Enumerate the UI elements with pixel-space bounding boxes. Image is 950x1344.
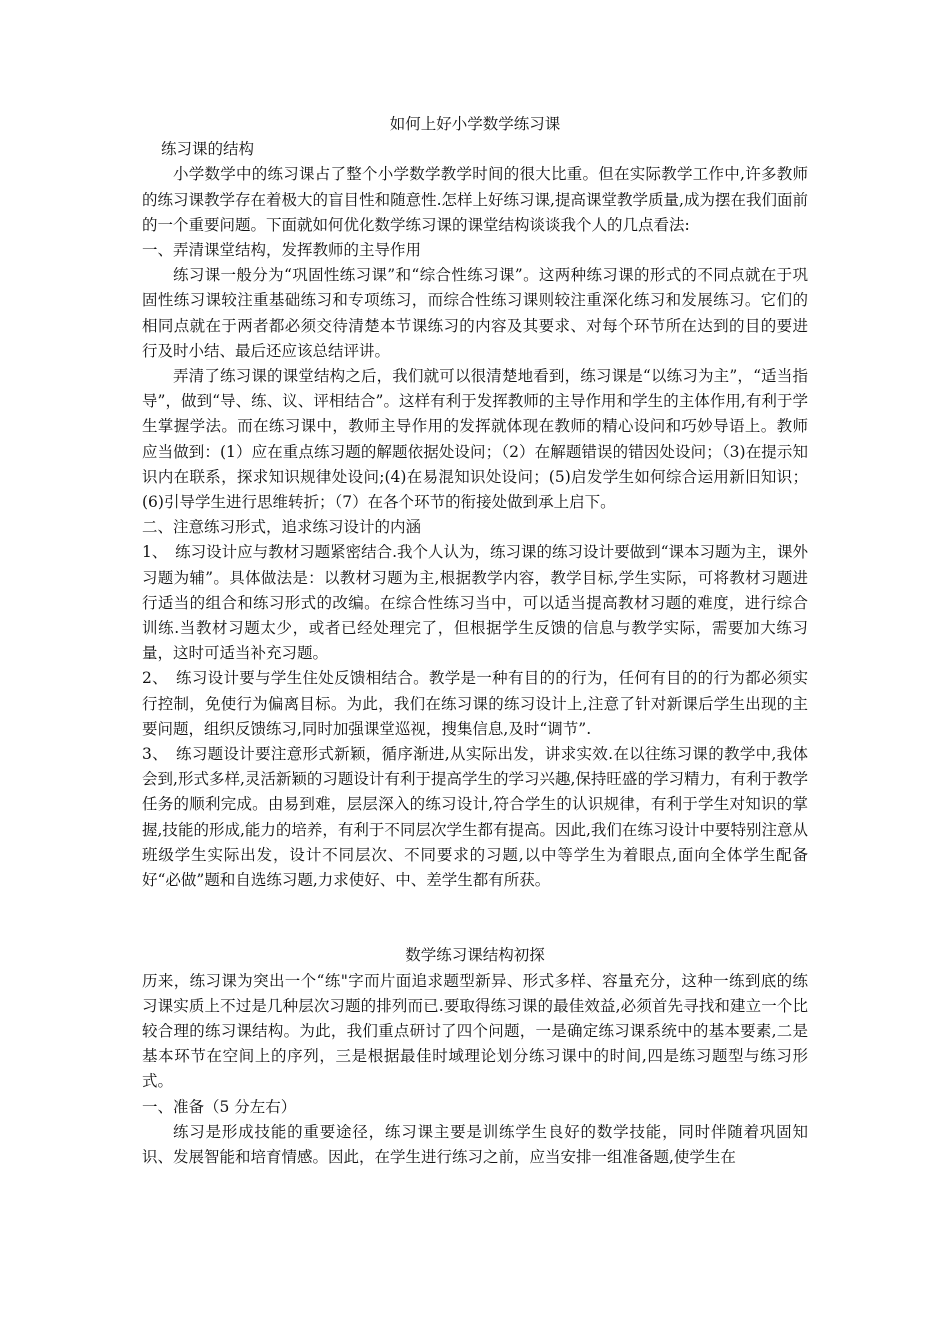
article-title: 数学练习课结构初探	[405, 946, 545, 965]
body-paragraph: 练习是形成技能的重要途径，练习课主要是训练学生良好的数学技能，同时伴随着巩固知识、发展智能和培育情感。因此，在学生进行练习之前，应当安排一组准备题,使学生在	[142, 1122, 808, 1166]
article-title: 如何上好小学数学练习课	[389, 115, 561, 133]
numbered-item: 1、 练习设计应与教材习题紧密结合.我个人认为，练习课的练习设计要做到“课本习题为主，课外习题为辅”。具体做法是：以教材习题为主,根据教学内容，教学目标,学生实际，可将教材习题进行适当的组合和练习形式的改编。在综合性练习当中，可以适当提高教材习题的难度，进行综合训练.当教材习题太少，或者已经处理完了，但根据学生反馈的信息与教学实际，需要加大练习量，这时可适当补充习题。	[142, 543, 808, 663]
numbered-item: 2、 练习设计要与学生住处反馈相结合。教学是一种有目的的行为，任何有目的的行为都必须实行控制，免使行为偏离目标。为此，我们在练习课的练习设计上,注意了针对新课后学生出现的主要问题，组织反馈练习,同时加强课堂巡视，搜集信息,及时“调节”.	[142, 669, 808, 738]
body-paragraph: 练习课一般分为“巩固性练习课”和“综合性练习课”。这两种练习课的形式的不同点就在于巩固性练习课较注重基础练习和专项练习，而综合性练习课则较注重深化练习和发展练习。它们的相同点就在于两者都必须交待清楚本节课练习的内容及其要求、对每个环节所在达到的目的要进行及时小结、最后还应该总结评讲。	[142, 266, 808, 360]
section-heading: 一、准备（5 分左右）	[142, 1097, 297, 1116]
article-subtitle: 练习课的结构	[161, 140, 255, 159]
numbered-item: 3、 练习题设计要注意形式新颖，循序渐进,从实际出发，讲求实效.在以往练习课的教学中,我体会到,形式多样,灵活新颖的习题设计有利于提高学生的学习兴趣,保持旺盛的学习精力，有利于教学任务的顺利完成。由易到难，层层深入的练习设计,符合学生的认识规律，有利于学生对知识的掌握,技能的形成,能力的培养，有利于不同层次学生都有提高。因此,我们在练习设计中要特别注意从班级学生实际出发，设计不同层次、不同要求的习题,以中等学生为着眼点,面向全体学生配备好“必做”题和自选练习题,力求使好、中、差学生都有所获。	[142, 745, 808, 890]
body-paragraph: 弄清了练习课的课堂结构之后，我们就可以很清楚地看到，练习课是“以练习为主”，“适当指导”，做到“导、练、议、评相结合”。这样有利于发挥教师的主导作用和学生的主体作用,有利于学生掌握学法。而在练习课中，教师主导作用的发挥就体现在教师的精心设问和巧妙导语上。教师应当做到：(1）应在重点练习题的解题依据处设问；（2）在解题错误的错因处设问；（3)在提示知识内在联系，探求知识规律处设问;(4)在易混知识处设问；(5)启发学生如何综合运用新旧知识；(6)引导学生进行思维转折；（7）在各个环节的衔接处做到承上启下。	[142, 367, 808, 512]
document-body	[142, 112, 808, 1170]
section-heading: 一、弄清课堂结构，发挥教师的主导作用	[142, 241, 422, 260]
section-spacer	[142, 893, 808, 943]
intro-paragraph: 历来，练习课为突出一个“练"字而片面追求题型新异、形式多样、容量充分，这种一练到底的练习课实质上不过是几种层次习题的排列而已.要取得练习课的最佳效益,必须首先寻找和建立一个比较合理的练习课结构。为此，我们重点研讨了四个问题，一是确定练习课系统中的基本要素,二是基本环节在空间上的序列，三是根据最佳时域理论划分练习课中的时间,四是练习题型与练习形式。	[142, 971, 808, 1091]
section-heading: 二、注意练习形式，追求练习设计的内涵	[142, 518, 422, 537]
intro-paragraph: 小学数学中的练习课占了整个小学数学教学时间的很大比重。但在实际教学工作中,许多教师的练习课教学存在着极大的盲目性和随意性.怎样上好练习课,提高课堂教学质量,成为摆在我们面前的一个重要问题。下面就如何优化数学练习课的课堂结构谈谈我个人的几点看法:	[142, 165, 808, 234]
